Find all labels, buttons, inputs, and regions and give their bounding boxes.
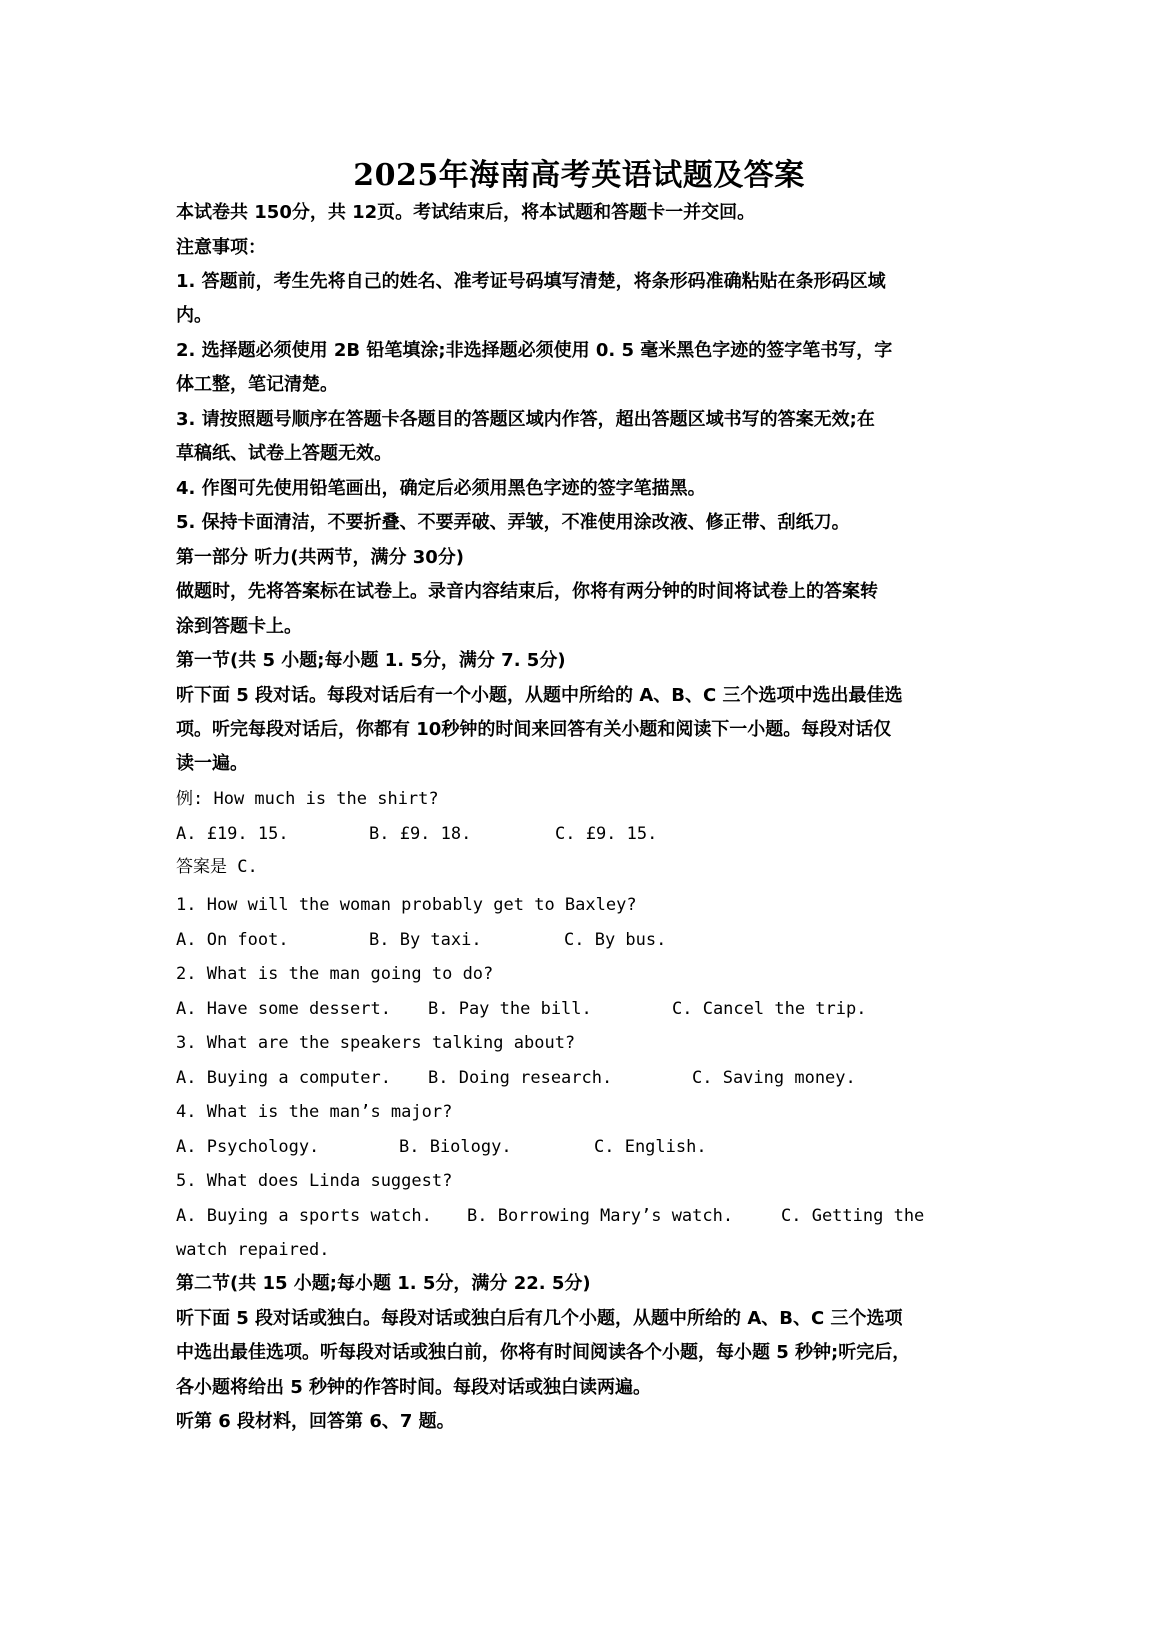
section2-instruction-line: 各小题将给出 5 秒钟的作答时间。每段对话或独白读两遍。 [176, 1377, 652, 1398]
question-4-options [176, 1135, 707, 1159]
section1-heading: 第一节(共 5 小题;每小题 1. 5分，满分 7. 5分) [176, 650, 566, 671]
option-b: B. By taxi. [369, 930, 482, 950]
section1-instruction-line: 读一遍。 [176, 753, 248, 774]
intro-text: 本试卷共 150分，共 12页。考试结束后，将本试题和答题卡一并交回。 [176, 202, 756, 223]
question-2: 2. What is the man going to do? [176, 964, 494, 984]
part1-instruction-line: 涂到答题卡上。 [176, 616, 302, 637]
option-a: A. Buying a computer. [176, 1068, 391, 1088]
option-a: A. Have some dessert. [176, 999, 391, 1019]
notice-line: 体工整，笔记清楚。 [176, 374, 338, 395]
notice-line: 2. 选择题必须使用 2B 铅笔填涂;非选择题必须使用 0. 5 毫米黑色字迹的签字笔书写，字 [176, 340, 893, 361]
example-options [176, 822, 657, 846]
option-c: C. Getting the [781, 1206, 925, 1226]
option-b: B. Pay the bill. [428, 999, 592, 1019]
section2-instruction-line: 听下面 5 段对话或独白。每段对话或独白后有几个小题，从题中所给的 A、B、C 三个选项 [176, 1308, 903, 1329]
example-answer: 答案是 C. [176, 857, 258, 877]
question-4: 4. What is the man’s major? [176, 1102, 453, 1122]
part1-instruction-line: 做题时，先将答案标在试卷上。录音内容结束后，你将有两分钟的时间将试卷上的答案转 [176, 581, 878, 602]
question-5-options [176, 1204, 924, 1228]
notice-line: 草稿纸、试卷上答题无效。 [176, 443, 392, 464]
question-2-options [176, 997, 866, 1021]
option-c: C. By bus. [564, 930, 667, 950]
part1-heading: 第一部分 听力(共两节，满分 30分) [176, 547, 465, 568]
section1-instruction-line: 项。听完每段对话后，你都有 10秒钟的时间来回答有关小题和阅读下一小题。每段对话仅 [176, 719, 892, 740]
option-b: B. £9. 18. [369, 824, 472, 844]
option-a: A. Buying a sports watch. [176, 1206, 432, 1226]
section2-heading: 第二节(共 15 小题;每小题 1. 5分，满分 22. 5分) [176, 1273, 591, 1294]
notice-line: 1. 答题前，考生先将自己的姓名、准考证号码填写清楚，将条形码准确粘贴在条形码区域 [176, 271, 886, 292]
option-c: C. Cancel the trip. [672, 999, 867, 1019]
notice-line: 4. 作图可先使用铅笔画出，确定后必须用黑色字迹的签字笔描黑。 [176, 478, 706, 499]
option-a: A. On foot. [176, 930, 289, 950]
option-a: A. £19. 15. [176, 824, 289, 844]
option-c: C. English. [594, 1137, 707, 1157]
question-1-options [176, 928, 666, 952]
notice-line: 3. 请按照题号顺序在答题卡各题目的答题区域内作答，超出答题区域书写的答案无效;在 [176, 409, 875, 430]
question-5-continuation: watch repaired. [176, 1240, 330, 1260]
option-b: B. Borrowing Mary’s watch. [467, 1206, 734, 1226]
question-3-options [176, 1066, 856, 1090]
notice-heading: 注意事项： [176, 237, 266, 258]
notice-line: 5. 保持卡面清洁，不要折叠、不要弄破、弄皱，不准使用涂改液、修正带、刮纸刀。 [176, 512, 850, 533]
section1-instruction-line: 听下面 5 段对话。每段对话后有一个小题，从题中所给的 A、B、C 三个选项中选出最佳选 [176, 685, 903, 706]
option-a: A. Psychology. [176, 1137, 320, 1157]
option-c: C. £9. 15. [555, 824, 658, 844]
question-1: 1. How will the woman probably get to Baxley? [176, 895, 637, 915]
page-title: 2025年海南高考英语试题及答案 [353, 158, 805, 193]
option-c: C. Saving money. [692, 1068, 856, 1088]
question-3: 3. What are the speakers talking about? [176, 1033, 576, 1053]
section2-instruction-line: 中选出最佳选项。听每段对话或独白前，你将有时间阅读各个小题，每小题 5 秒钟;听完后， [176, 1342, 911, 1363]
notice-line: 内。 [176, 305, 212, 326]
option-b: B. Doing research. [428, 1068, 613, 1088]
example-question: 例: How much is the shirt? [176, 789, 439, 809]
material-6-heading: 听第 6 段材料，回答第 6、7 题。 [176, 1411, 455, 1432]
question-5: 5. What does Linda suggest? [176, 1171, 453, 1191]
option-b: B. Biology. [399, 1137, 512, 1157]
